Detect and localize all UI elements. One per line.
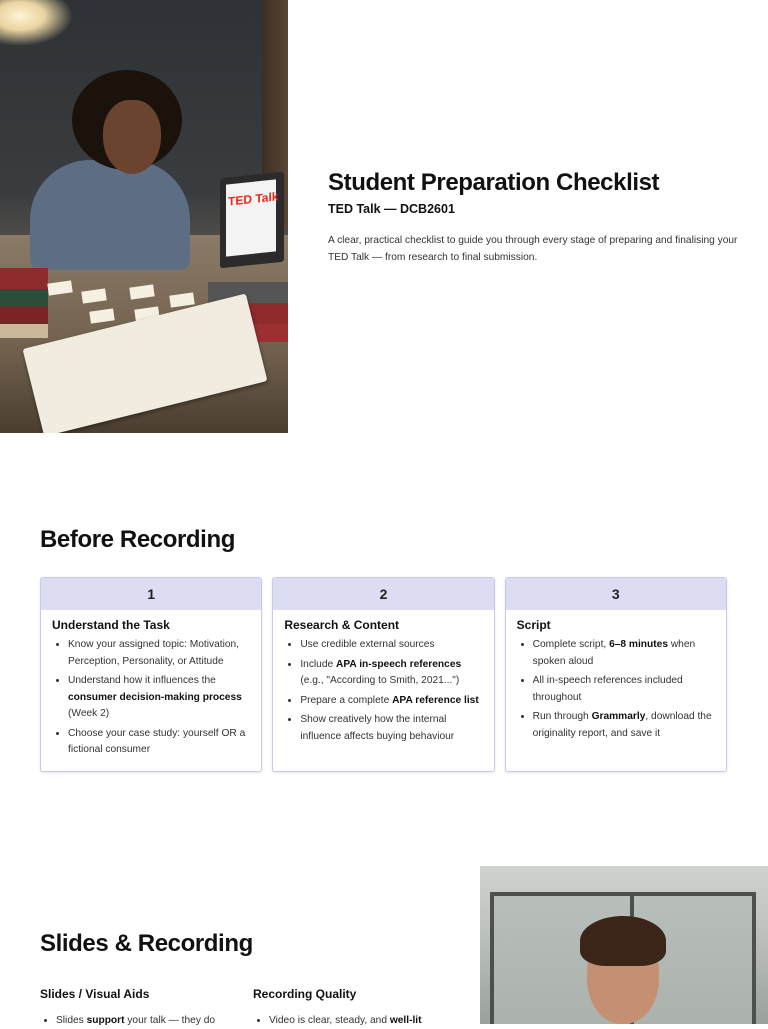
checklist-card — [505, 577, 727, 772]
presenter-portrait-image — [480, 866, 768, 1024]
card-title: Script — [516, 618, 551, 632]
checklist-item: • Show creatively how the internal influence affects buying behaviour — [300, 712, 483, 745]
checklist-item: • Run through Grammarly, download the originality report, and save it — [533, 709, 716, 742]
column-title-recording: Recording Quality — [253, 987, 357, 1001]
card-checklist — [52, 637, 251, 759]
checklist-item: • Choose your case study: yourself OR a fictional consumer — [68, 726, 251, 759]
hero-image-student-at-desk — [0, 0, 288, 433]
card-title: Research & Content — [284, 618, 400, 632]
checklist-cards — [40, 577, 727, 772]
checklist-item: • Slides support your talk — they do — [56, 1013, 246, 1029]
section-title-slides-recording: Slides & Recording — [40, 930, 253, 957]
checklist-card — [40, 577, 262, 772]
slides-checklist — [40, 1013, 246, 1029]
card-checklist — [517, 637, 716, 742]
book-stack-left — [0, 268, 48, 338]
ted-logo: TED Talk — [228, 189, 279, 209]
presenter-hair — [580, 916, 666, 966]
checklist-item: • Use credible external sources — [300, 637, 483, 654]
page-description: A clear, practical checklist to guide you through every stage of preparing and finalising your TED Talk — from research to final submission. — [328, 235, 738, 263]
student-shirt — [30, 160, 190, 270]
checklist-card — [272, 577, 494, 772]
page-subtitle: TED Talk — DCB2601 — [328, 202, 455, 216]
card-step-number: 1 — [41, 578, 261, 610]
card-body — [273, 610, 493, 756]
card-body — [506, 610, 726, 753]
card-checklist — [284, 637, 483, 745]
checklist-item: • Complete script, 6–8 minutes when spoken aloud — [533, 637, 716, 670]
column-title-slides: Slides / Visual Aids — [40, 987, 150, 1001]
card-title: Understand the Task — [52, 618, 170, 632]
student-face — [103, 100, 161, 174]
checklist-item: • Know your assigned topic: Motivation, Perception, Personality, or Attitude — [68, 637, 251, 670]
page-title: Student Preparation Checklist — [328, 169, 660, 196]
checklist-item: • Video is clear, steady, and well-lit — [269, 1013, 469, 1029]
checklist-item: • Include APA in-speech references (e.g., "According to Smith, 2021...") — [300, 657, 483, 690]
recording-checklist — [253, 1013, 469, 1029]
hero-text — [328, 168, 738, 266]
section-title-before-recording: Before Recording — [40, 526, 235, 553]
checklist-item: • All in-speech references included throughout — [533, 673, 716, 706]
checklist-item: • Prepare a complete APA reference list — [300, 693, 483, 710]
card-step-number: 3 — [506, 578, 726, 610]
card-body — [41, 610, 261, 770]
card-step-number: 2 — [273, 578, 493, 610]
checklist-item: • Understand how it influences the consumer decision-making process (Week 2) — [68, 673, 251, 723]
